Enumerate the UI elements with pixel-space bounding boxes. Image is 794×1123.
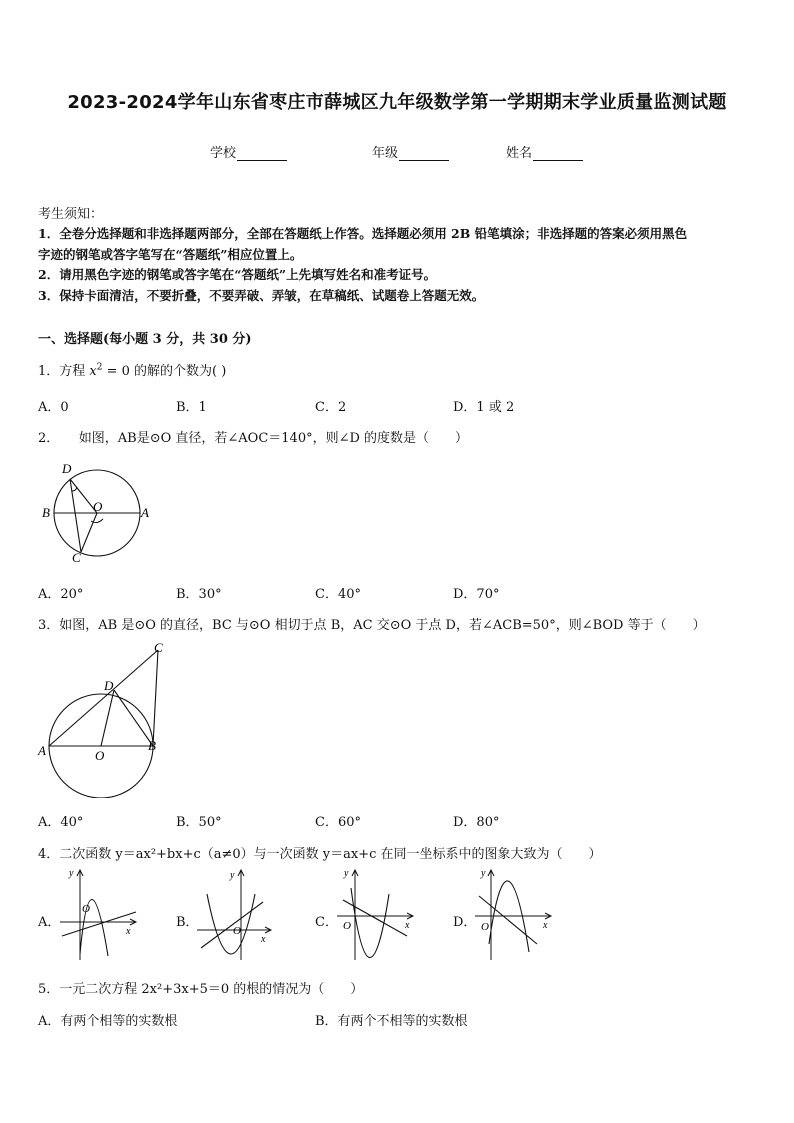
notice-line-1a: 1．全卷分选择题和非选择题两部分，全部在答题纸上作答。选择题必须用 2B 铅笔填涂；非选择题的答案必须用黑色 [38,226,688,241]
question-2: 2． 如图，AB是⊙O 直径，若∠AOC＝140°，则∠D 的度数是（ ） [38,431,469,446]
q5-option-b: B．有两个不相等的实数根 [315,1014,468,1029]
question-1 [38,360,226,379]
q5-option-a: A．有两个相等的实数根 [38,1014,178,1029]
section-title: 一、选择题(每小题 3 分，共 30 分) [38,332,252,347]
q2-label-o: O [93,499,103,514]
q1-variable: x [89,364,97,379]
q4a-y: y [69,868,74,879]
q3-label-a: A [38,743,46,758]
q4b-y: y [230,870,235,881]
q1-prefix: 1．方程 [38,364,90,379]
q1-suffix: = 0 的解的个数为( ) [102,364,227,379]
question-3: 3．如图，AB 是⊙O 的直径，BC 与⊙O 相切于点 B，AC 交⊙O 于点 D，若∠ACB=50°，则∠BOD 等于（ ） [38,618,706,633]
q4a-origin: O [82,903,90,915]
q2-option-d: D．70° [453,587,500,602]
document-title: 2023-2024学年山东省枣庄市薛城区九年级数学第一学期期末学业质量监测试题 [67,92,727,113]
q4-graph-c [333,864,417,964]
q1-option-c: C．2 [315,400,347,415]
q3-figure [34,638,174,798]
school-field [210,142,287,161]
question-5: 5．一元二次方程 2x²+3x+5＝0 的根的情况为（ ） [38,982,364,997]
q4-option-b: B． [176,915,199,930]
q4b-origin: O [233,925,241,937]
q4c-origin: O [343,920,351,932]
school-label: 学校 [210,146,237,161]
q4d-x: x [543,920,548,931]
q2-label-d: D [62,461,72,476]
q4a-x: x [126,926,131,937]
grade-label: 年级 [372,146,399,161]
q2-option-c: C．40° [315,587,361,602]
q3-label-b: B [148,738,156,753]
name-field [506,142,583,161]
q3-label-c: C [154,640,163,655]
grade-field [372,142,449,161]
notice-line-2: 2．请用黑色字迹的钢笔或答字笔在“答题纸”上先填写姓名和准考证号。 [38,267,437,282]
q4-option-a: A． [38,915,61,930]
name-label: 姓名 [506,146,533,161]
notice-line-3: 3．保持卡面清洁，不要折叠，不要弄破、弄皱，在草稿纸、试题卷上答题无效。 [38,288,485,303]
q2-label-c: C [72,550,81,565]
q4c-y: y [344,868,349,879]
q4-graph-a [56,864,140,964]
q2-label-b: B [42,505,50,520]
notice-line-1b: 字迹的钢笔或答字笔写在“答题纸”相应位置上。 [38,247,303,262]
q4d-y: y [481,868,486,879]
q3-label-o: O [95,748,105,763]
question-4: 4．二次函数 y＝ax²+bx+c（a≠0）与一次函数 y＝ax+c 在同一坐标系中的图象大致为（ ） [38,847,602,862]
q2-option-b: B．30° [176,587,222,602]
q4-graph-d [471,864,555,964]
q3-label-d: D [104,678,114,693]
q4b-x: x [261,934,266,945]
name-blank [533,148,583,161]
q1-option-b: B．1 [176,400,207,415]
q4c-x: x [405,920,410,931]
school-blank [237,148,287,161]
q1-option-a: A．0 [38,400,69,415]
q3-option-c: C．60° [315,815,361,830]
q3-option-b: B．50° [176,815,222,830]
notice-heading: 考生须知： [38,207,104,222]
q2-figure [36,455,166,575]
q1-exponent: 2 [96,362,103,373]
q1-option-d: D．1 或 2 [453,400,515,415]
q2-option-a: A．20° [38,587,84,602]
q3-option-a: A．40° [38,815,84,830]
q3-option-d: D．80° [453,815,500,830]
q4-graph-b [193,864,277,964]
q4-option-d: D． [453,915,477,930]
q2-label-a: A [141,505,149,520]
grade-blank [399,148,449,161]
q4-option-c: C． [315,915,338,930]
q4d-origin: O [481,921,489,933]
